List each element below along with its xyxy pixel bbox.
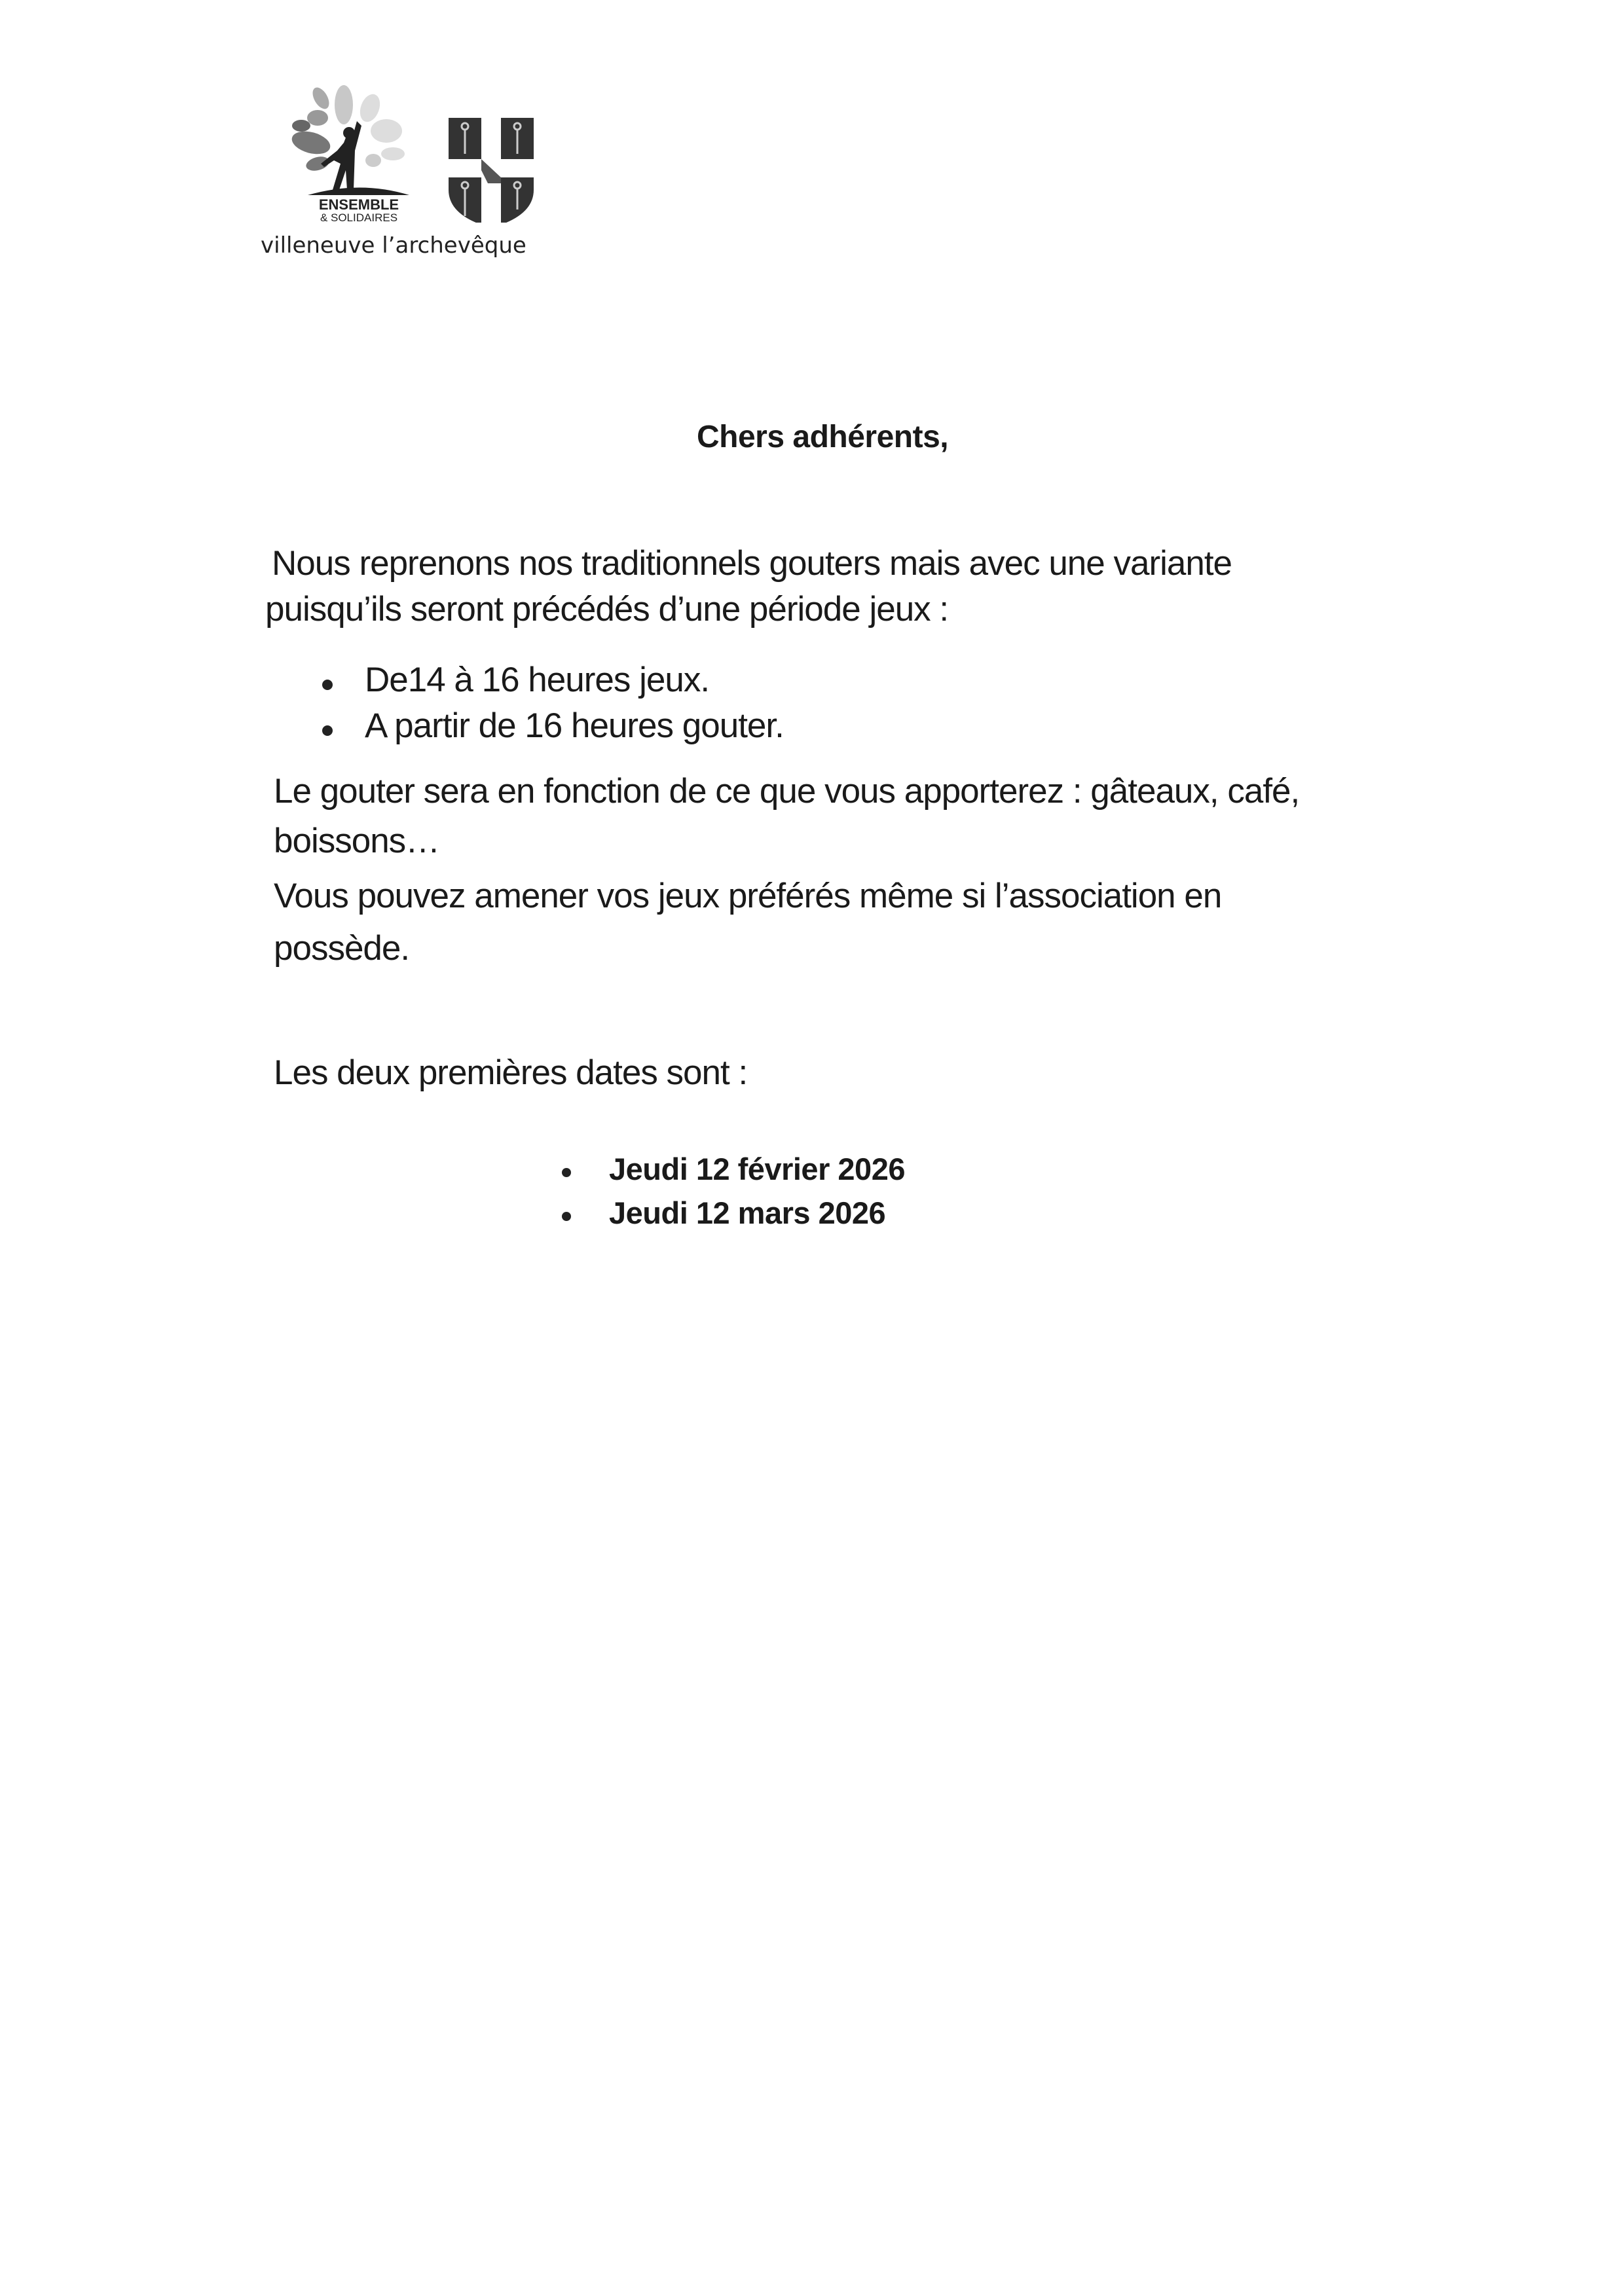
schedule-item-games: De14 à 16 heures jeux. xyxy=(365,661,710,699)
snack-line-1: Le gouter sera en fonction de ce que vous apporterez : gâteaux, café, xyxy=(274,772,1300,811)
ensemble-solidaires-logo xyxy=(282,79,544,223)
bullet-icon xyxy=(322,725,333,736)
bullet-icon xyxy=(562,1212,571,1221)
intro-line-1: Nous reprenons nos traditionnels gouters mais avec une variante xyxy=(272,544,1232,583)
schedule-item-snack: A partir de 16 heures gouter. xyxy=(365,706,784,745)
bullet-icon xyxy=(562,1168,571,1177)
snack-line-2: boissons… xyxy=(274,822,440,860)
date-1: Jeudi 12 février 2026 xyxy=(609,1152,905,1186)
bullet-icon xyxy=(322,680,333,690)
coat-of-arms-icon xyxy=(449,118,534,223)
salutation: Chers adhérents, xyxy=(697,420,949,454)
tree-figure-icon xyxy=(289,84,409,195)
logo-text-line-2: & SOLIDAIRES xyxy=(320,211,398,223)
intro-line-2: puisqu’ils seront précédés d’une période jeux : xyxy=(265,590,949,629)
dates-intro: Les deux premières dates sont : xyxy=(274,1053,748,1092)
games-line-2: possède. xyxy=(274,929,410,968)
logo-text-line-1: ENSEMBLE xyxy=(318,196,399,213)
date-2: Jeudi 12 mars 2026 xyxy=(609,1195,886,1230)
games-line-1: Vous pouvez amener vos jeux préférés même si l’association en xyxy=(274,877,1222,915)
town-name: villeneuve l’archevêque xyxy=(261,232,526,259)
